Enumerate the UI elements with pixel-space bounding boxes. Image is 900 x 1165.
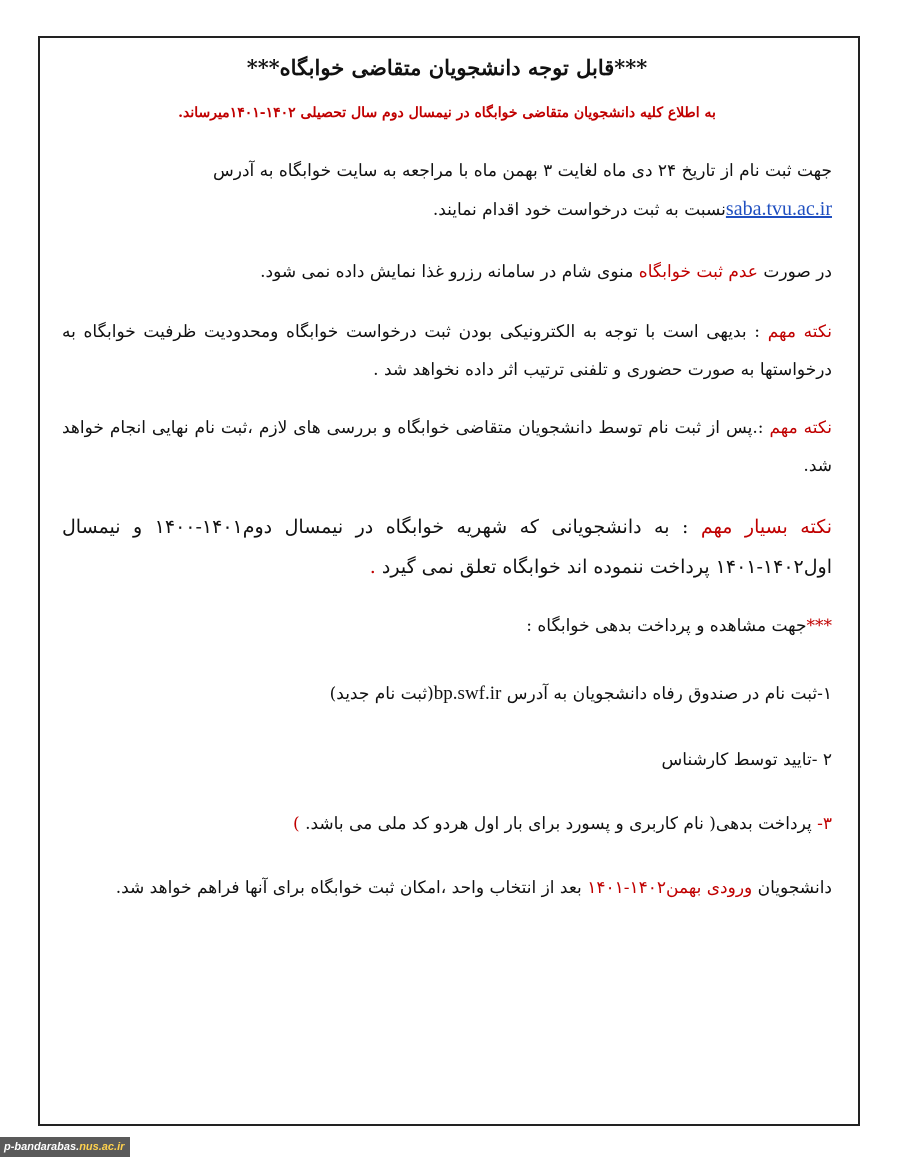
- registration-line-1: جهت ثبت نام از تاریخ ۲۴ دی ماه لغایت ۳ بهمن ماه با مراجعه به سایت خوابگاه به آدرس: [212, 161, 832, 181]
- note-3-label: نکته بسیار مهم: [700, 516, 833, 538]
- dinner-menu-paragraph: در صورت عدم ثبت خوابگاه منوی شام در سامانه رزرو غذا نمایش داده نمی شود.: [260, 262, 832, 282]
- announcement-body: [62, 38, 832, 907]
- site-watermark: p-bandarabas.nus.ac.ir: [0, 1137, 130, 1157]
- debt-heading: ***جهت مشاهده و پرداخت بدهی خوابگاه :: [526, 616, 832, 636]
- registration-paragraph: [62, 152, 832, 229]
- final-paragraph: دانشجویان ورودی بهمن۱۴۰۲-۱۴۰۱ بعد از انتخاب واحد ،امکان ثبت خوابگاه برای آنها فراهم خواهد شد.: [115, 878, 832, 898]
- entry-term-highlight: ورودی بهمن۱۴۰۲-۱۴۰۱: [587, 878, 753, 898]
- step-2: ۲ -تایید توسط کارشناس: [661, 750, 832, 770]
- announcement-subtitle: به اطلاع کلیه دانشجویان متقاضی خوابگاه در نیمسال دوم سال تحصیلی ۱۴۰۲-۱۴۰۱میرساند.: [178, 105, 716, 121]
- saba-site-link[interactable]: saba.tvu.ac.ir: [725, 198, 832, 220]
- step-3: ۳- پرداخت بدهی( نام کاربری و پسورد برای بار اول هردو کد ملی می باشد. ): [293, 814, 832, 834]
- note-1-label: نکته مهم: [767, 322, 833, 342]
- page-title: ***قابل توجه دانشجویان متقاضی خوابگاه***: [246, 55, 648, 80]
- note-2: نکته مهم :.پس از ثبت نام توسط دانشجویان متقاضی خوابگاه و بررسی های لازم ،ثبت نام نهایی انجام خواهد شد.: [62, 418, 832, 476]
- note-1: نکته مهم : بدیهی است با توجه به الکترونیکی بودن ثبت درخواست خوابگاه ومحدودیت ظرفیت خوابگاه به درخواستها به صورت حضوری و تلفنی ترتیب اثر داده نخواهد شد .: [62, 322, 833, 380]
- no-registration-highlight: عدم ثبت خوابگاه: [638, 262, 758, 282]
- note-2-label: نکته مهم: [769, 418, 832, 438]
- registration-line-2: نسبت به ثبت درخواست خود اقدام نمایند.: [432, 200, 726, 220]
- stars-marker: ***: [806, 616, 832, 636]
- step-1: ۱-ثبت نام در صندوق رفاه دانشجویان به آدرس bp.swf.ir(ثبت نام جدید): [329, 683, 832, 704]
- note-3: نکته بسیار مهم : به دانشجویانی که شهریه خوابگاه در نیمسال دوم۱۴۰۱-۱۴۰۰ و نیمسال اول۱۴۰۲-۱۴۰۱ پرداخت ننموده اند خوابگاه تعلق نمی گیرد .: [62, 516, 833, 578]
- swf-site-link[interactable]: bp.swf.ir: [433, 683, 502, 704]
